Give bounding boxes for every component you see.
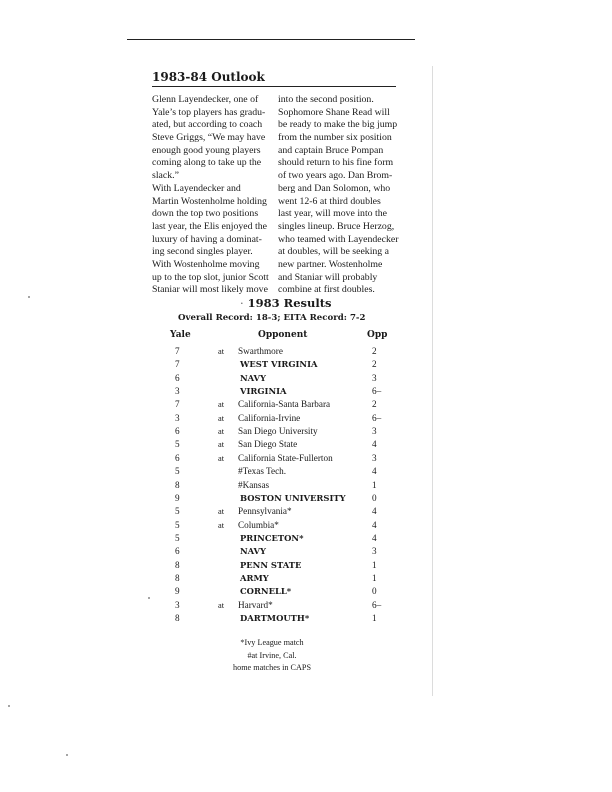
opponent-name: ARMY bbox=[240, 572, 269, 583]
opponent-score: 3 bbox=[372, 452, 377, 463]
footnote-home: home matches in CAPS bbox=[233, 663, 312, 672]
opponent-score: 2 bbox=[372, 399, 377, 410]
outlook-line: be ready to make the big jump bbox=[278, 119, 398, 131]
yale-score: 8 bbox=[175, 613, 180, 623]
outlook-line: enough good young players bbox=[152, 144, 261, 156]
yale-score: 8 bbox=[175, 559, 180, 570]
scan-speck bbox=[8, 705, 10, 707]
outlook-line: should return to his fine form bbox=[278, 157, 394, 169]
result-row bbox=[170, 358, 400, 371]
result-row bbox=[170, 585, 400, 598]
opponent-score: 1 bbox=[372, 572, 377, 583]
result-row bbox=[170, 559, 400, 572]
result-row bbox=[170, 545, 400, 558]
opponent-name: BOSTON UNIVERSITY bbox=[240, 492, 346, 503]
outlook-right-column bbox=[278, 94, 399, 297]
yale-score: 9 bbox=[175, 492, 180, 503]
yale-score: 3 bbox=[175, 412, 180, 423]
outlook-line: who teamed with Layendecker bbox=[278, 233, 399, 245]
result-row bbox=[170, 505, 400, 518]
opponent-score: 4 bbox=[372, 506, 377, 517]
result-row bbox=[170, 465, 400, 478]
opponent-name: PRINCETON* bbox=[240, 532, 304, 543]
results-title-text: 1983 Results bbox=[247, 296, 332, 310]
location: at bbox=[218, 400, 225, 410]
opponent-score: 2 bbox=[372, 359, 377, 370]
location: at bbox=[218, 347, 225, 356]
opponent-name: #Kansas bbox=[238, 479, 270, 490]
outlook-line: slack.” bbox=[152, 170, 179, 182]
opponent-name: VIRGINIA bbox=[240, 386, 287, 397]
decorative-mark: · bbox=[240, 296, 244, 310]
opponent-name: WEST VIRGINIA bbox=[240, 359, 318, 370]
location: at bbox=[218, 600, 225, 610]
opponent-name: California-Irvine bbox=[238, 412, 301, 423]
location: at bbox=[218, 520, 225, 530]
opponent-score: 3 bbox=[372, 372, 377, 383]
result-row bbox=[170, 385, 400, 398]
outlook-line: Martin Wostenholme holding bbox=[152, 195, 267, 207]
result-row bbox=[170, 412, 400, 425]
outlook-line: combine at first doubles. bbox=[278, 284, 375, 296]
opponent-score: 6– bbox=[372, 599, 382, 610]
yale-score: 6 bbox=[175, 372, 180, 383]
opponent-score: 3 bbox=[372, 426, 377, 437]
opponent-score: 4 bbox=[372, 439, 377, 450]
outlook-line: Sophomore Shane Read will bbox=[278, 106, 390, 118]
result-row bbox=[170, 532, 400, 545]
outlook-line: from the number six position bbox=[278, 132, 392, 144]
page-fold-line bbox=[432, 66, 433, 696]
outlook-line: With Layendecker and bbox=[152, 182, 241, 194]
yale-score: 8 bbox=[175, 479, 180, 490]
opponent-score: 4 bbox=[372, 519, 377, 530]
opponent-name: PENN STATE bbox=[240, 559, 302, 570]
location: at bbox=[218, 453, 225, 463]
opponent-name: CORNELL* bbox=[240, 586, 292, 597]
yale-score: 5 bbox=[175, 439, 180, 450]
outlook-line: Yale’s top players has gradu- bbox=[152, 106, 266, 118]
yale-score: 3 bbox=[175, 599, 180, 610]
location: at bbox=[218, 427, 225, 437]
opponent-name: Harvard* bbox=[238, 599, 273, 610]
outlook-line: up to the top slot, junior Scott bbox=[152, 271, 269, 283]
result-row bbox=[170, 479, 400, 492]
outlook-line: Staniar will most likely move bbox=[152, 284, 268, 296]
result-row bbox=[170, 492, 400, 505]
result-row bbox=[170, 425, 400, 438]
opponent-score: 3 bbox=[372, 546, 377, 557]
result-row bbox=[170, 452, 400, 465]
scan-speck bbox=[28, 296, 30, 298]
opponent-name: #Texas Tech. bbox=[238, 466, 287, 477]
yale-score: 6 bbox=[175, 426, 180, 437]
result-row bbox=[170, 612, 400, 625]
location: at bbox=[218, 507, 225, 517]
outlook-line: last year, the Elis enjoyed the bbox=[152, 220, 267, 232]
yale-score: 7 bbox=[175, 399, 180, 410]
outlook-line: at doubles, will be seeking a bbox=[278, 246, 390, 258]
outlook-left-column bbox=[152, 94, 269, 297]
opponent-score: 0 bbox=[372, 492, 377, 503]
yale-score: 5 bbox=[175, 532, 180, 543]
opponent-score: 4 bbox=[372, 532, 377, 543]
location: at bbox=[218, 413, 225, 423]
yale-score: 5 bbox=[175, 519, 180, 530]
outlook-line: ing second singles player. bbox=[152, 246, 253, 258]
outlook-line: went 12-6 at third doubles bbox=[278, 195, 381, 207]
opponent-score: 1 bbox=[372, 613, 377, 623]
yale-score: 3 bbox=[175, 386, 180, 397]
opponent-name: California State-Fullerton bbox=[238, 452, 333, 463]
opponent-name: DARTMOUTH* bbox=[240, 613, 310, 623]
opponent-name: California-Santa Barbara bbox=[238, 399, 331, 410]
result-row bbox=[170, 519, 400, 532]
outlook-line: of two years ago. Dan Brom- bbox=[278, 170, 393, 182]
opponent-score: 0 bbox=[372, 586, 377, 597]
result-row bbox=[170, 398, 400, 411]
yale-score: 5 bbox=[175, 466, 180, 477]
opponent-score: 1 bbox=[372, 559, 377, 570]
scan-speck bbox=[66, 754, 68, 756]
opponent-score: 1 bbox=[372, 479, 377, 490]
result-row bbox=[170, 599, 400, 612]
outlook-line: down the top two positions bbox=[152, 208, 259, 220]
record-line: Overall Record: 18-3; EITA Record: 7-2 bbox=[178, 313, 366, 323]
top-rule bbox=[127, 39, 415, 40]
outlook-line: Steve Griggs, “We may have bbox=[152, 132, 266, 144]
yale-score: 6 bbox=[175, 452, 180, 463]
opponent-name: San Diego University bbox=[238, 426, 318, 437]
result-row bbox=[170, 372, 400, 385]
outlook-line: last year, will move into the bbox=[278, 208, 387, 220]
opponent-score: 6– bbox=[372, 386, 382, 397]
footnote-ivy: *Ivy League match bbox=[240, 638, 304, 647]
outlook-line: and Staniar will probably bbox=[278, 271, 378, 283]
outlook-line: With Wostenholme moving bbox=[152, 258, 260, 270]
yale-score: 9 bbox=[175, 586, 180, 597]
location: at bbox=[218, 440, 225, 450]
header-opponent: Opponent bbox=[258, 330, 308, 340]
yale-score: 5 bbox=[175, 506, 180, 517]
opponent-score: 6– bbox=[372, 412, 382, 423]
footnote-irvine: #at Irvine, Cal. bbox=[247, 650, 297, 660]
results-title bbox=[240, 296, 332, 310]
opponent-name: Swarthmore bbox=[238, 346, 283, 356]
opponent-score: 4 bbox=[372, 466, 377, 477]
result-row bbox=[170, 438, 400, 451]
header-yale: Yale bbox=[170, 330, 191, 340]
outlook-heading: 1983-84 Outlook bbox=[152, 69, 396, 87]
yale-score: 8 bbox=[175, 572, 180, 583]
opponent-name: San Diego State bbox=[238, 439, 298, 450]
opponent-name: Columbia* bbox=[238, 519, 279, 530]
scan-speck bbox=[148, 597, 150, 599]
outlook-line: new partner. Wostenholme bbox=[278, 258, 383, 270]
opponent-name: Pennsylvania* bbox=[238, 506, 292, 517]
footnotes bbox=[233, 637, 312, 675]
outlook-line: ated, but according to coach bbox=[152, 119, 263, 131]
yale-score: 6 bbox=[175, 546, 180, 557]
opponent-score: 2 bbox=[372, 346, 377, 356]
outlook-line: and captain Bruce Pompan bbox=[278, 144, 384, 156]
opponent-name: NAVY bbox=[240, 546, 267, 557]
result-row bbox=[170, 345, 400, 358]
outlook-line: singles lineup. Bruce Herzog, bbox=[278, 220, 395, 232]
yale-score: 7 bbox=[175, 359, 180, 370]
result-row bbox=[170, 572, 400, 585]
outlook-line: luxury of having a dominat- bbox=[152, 233, 262, 245]
outlook-line: berg and Dan Solomon, who bbox=[278, 182, 391, 194]
outlook-line: Glenn Layendecker, one of bbox=[152, 94, 259, 105]
outlook-line: coming along to take up the bbox=[152, 157, 262, 169]
opponent-name: NAVY bbox=[240, 372, 267, 383]
outlook-line: into the second position. bbox=[278, 94, 374, 105]
yale-score: 7 bbox=[175, 346, 180, 356]
header-opp: Opp bbox=[367, 330, 388, 340]
